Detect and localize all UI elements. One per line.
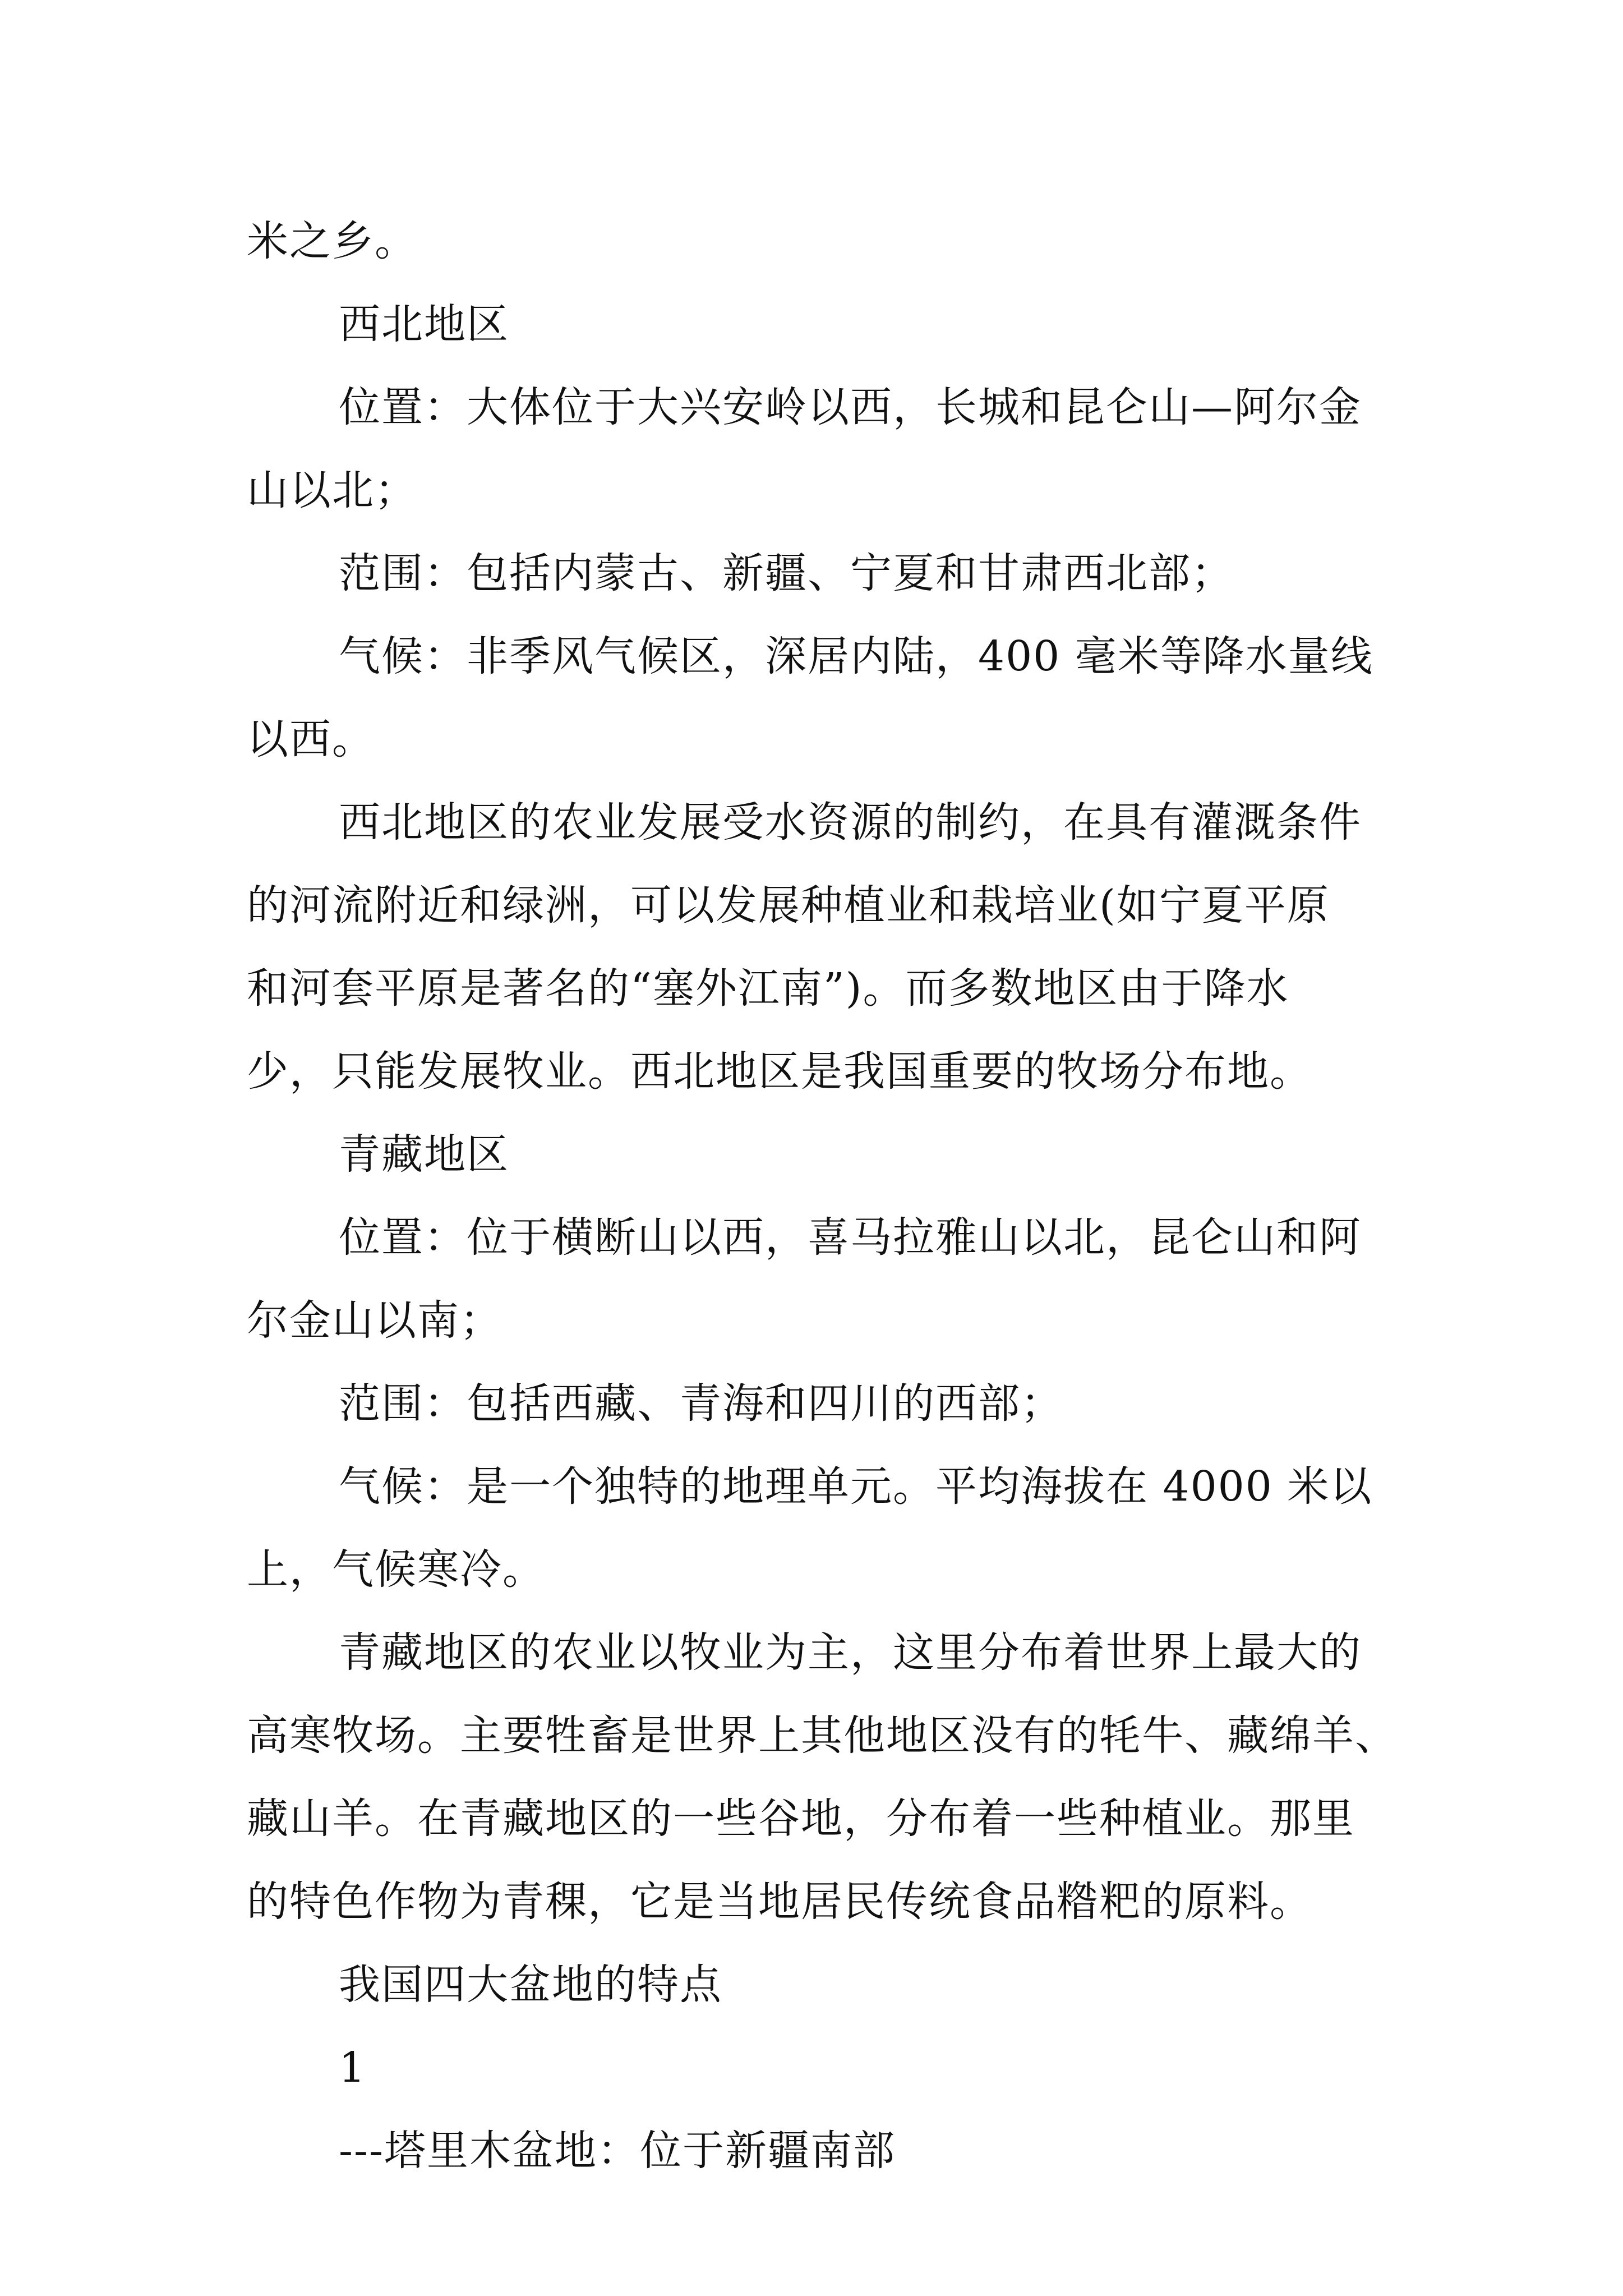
text-line: 少，只能发展牧业。西北地区是我国重要的牧场分布地。 — [247, 1047, 1312, 1096]
text-line: 上，气候寒冷。 — [247, 1545, 545, 1594]
list-number: 1 — [339, 2044, 367, 2092]
list-item: ---塔里木盆地：位于新疆南部 — [339, 2127, 896, 2175]
text-line: 范围：包括西藏、青海和四川的西部； — [339, 1379, 1063, 1428]
text-line: 位置：大体位于大兴安岭以西，长城和昆仑山—阿尔金 — [339, 383, 1362, 431]
text-line: 和河套平原是著名的“塞外江南”)。而多数地区由于降水 — [247, 964, 1289, 1013]
section-heading-qinghai-tibet: 青藏地区 — [339, 1130, 509, 1179]
document-body — [247, 200, 1398, 2192]
text-line: 尔金山以南； — [247, 1296, 502, 1345]
text-line: 米之乡。 — [247, 217, 417, 265]
section-heading-basins: 我国四大盆地的特点 — [339, 1961, 722, 2009]
text-line: 范围：包括内蒙古、新疆、宁夏和甘肃西北部； — [339, 549, 1234, 597]
text-line: 气候：非季风气候区，深居内陆，400 毫米等降水量线 — [339, 632, 1373, 680]
text-line: 藏山羊。在青藏地区的一些谷地，分布着一些种植业。那里 — [247, 1795, 1355, 1843]
text-line: 以西。 — [247, 715, 375, 763]
text-line: 的河流附近和绿洲，可以发展种植业和栽培业(如宁夏平原 — [247, 881, 1330, 930]
text-line: 的特色作物为青稞，它是当地居民传统食品糌粑的原料。 — [247, 1878, 1312, 1926]
text-line: 青藏地区的农业以牧业为主，这里分布着世界上最大的 — [339, 1628, 1362, 1677]
text-line: 山以北； — [247, 466, 417, 514]
text-line: 气候：是一个独特的地理单元。平均海拔在 4000 米以 — [339, 1462, 1373, 1511]
text-line: 西北地区的农业发展受水资源的制约，在具有灌溉条件 — [339, 798, 1362, 846]
text-line: 高寒牧场。主要牲畜是世界上其他地区没有的牦牛、藏绵羊、 — [247, 1711, 1398, 1760]
text-line: 位置：位于横断山以西，喜马拉雅山以北，昆仑山和阿 — [339, 1213, 1362, 1262]
section-heading-northwest: 西北地区 — [339, 300, 509, 348]
